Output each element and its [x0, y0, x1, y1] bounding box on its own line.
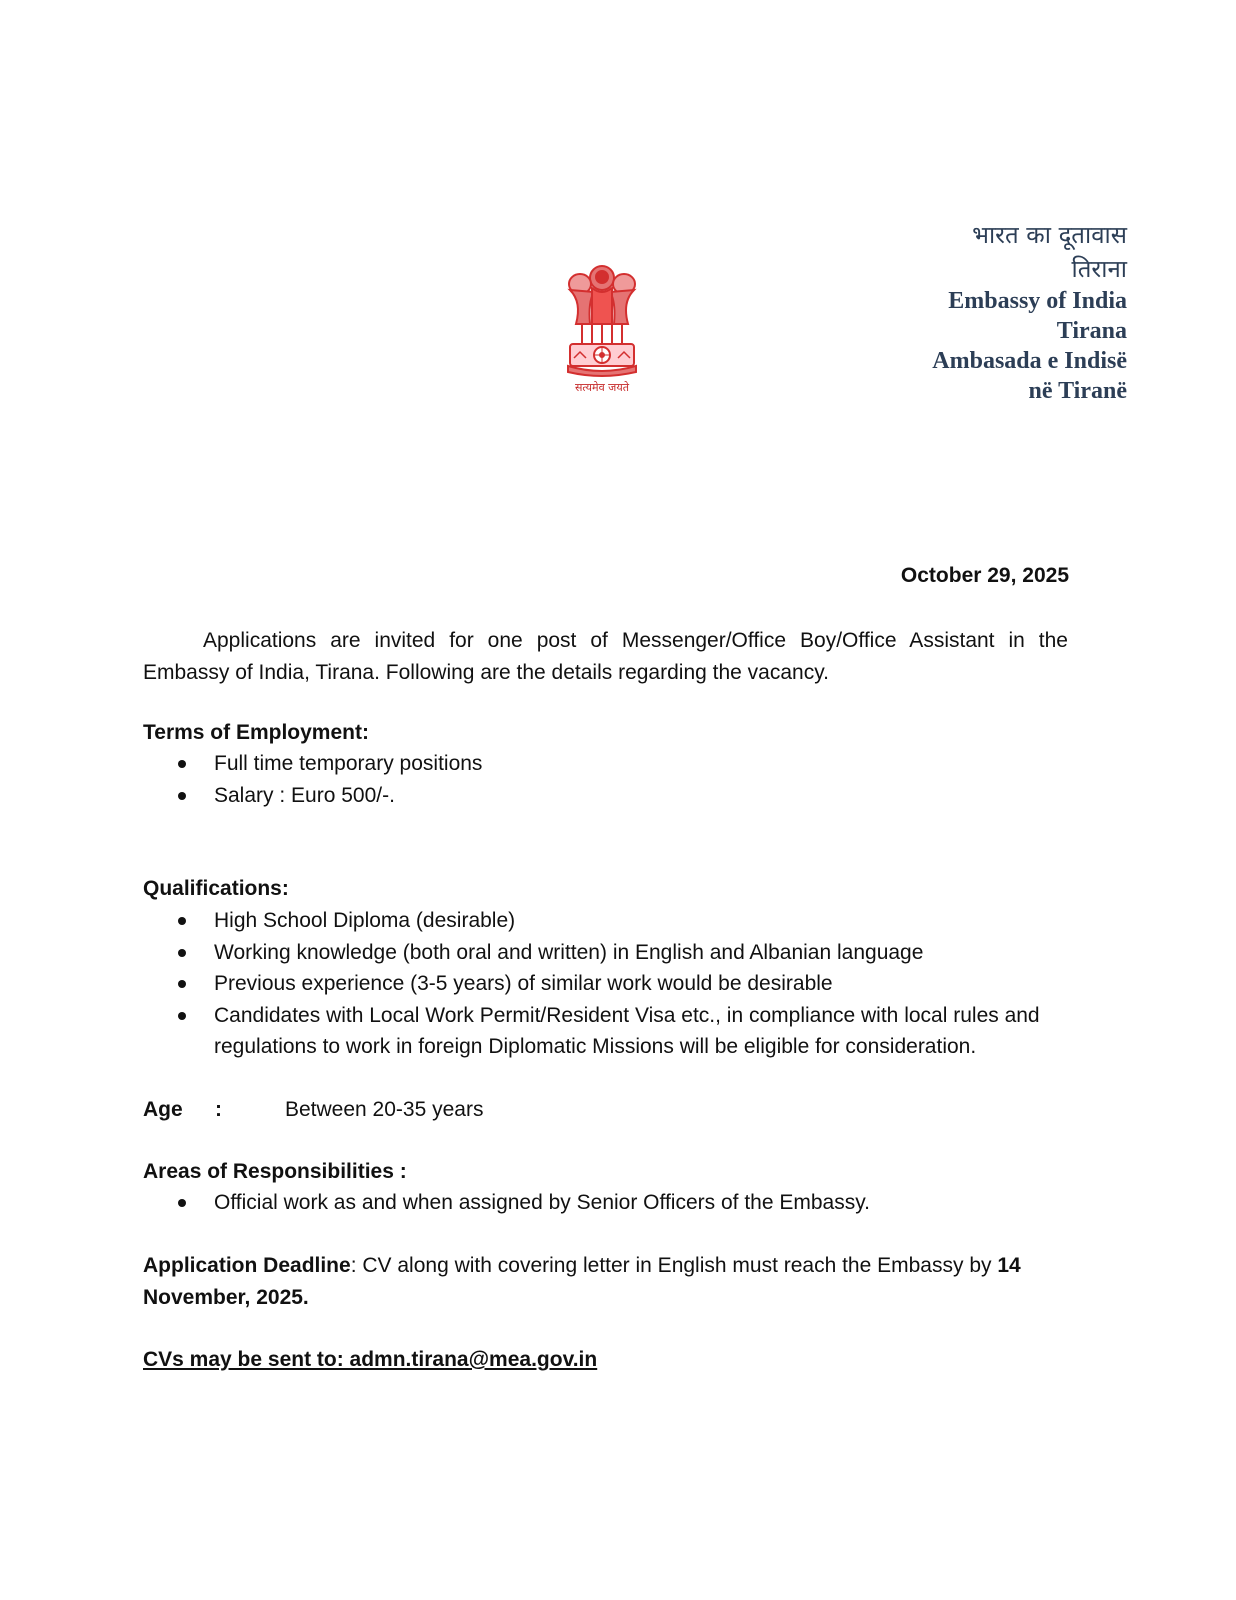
list-item: [143, 748, 1043, 780]
bullet-icon: [178, 1012, 186, 1020]
bullet-icon: [178, 1199, 186, 1207]
bullet-icon: [178, 760, 186, 768]
terms-heading: Terms of Employment:: [143, 721, 369, 744]
list-item-text: Previous experience (3-5 years) of similar work would be desirable: [214, 972, 833, 995]
list-item-text: Salary : Euro 500/-.: [214, 783, 395, 807]
qualifications-list: [143, 905, 1043, 1063]
state-emblem-lion-capital-icon: [562, 262, 642, 380]
cv-email-link[interactable]: CVs may be sent to: admn.tirana@mea.gov.in: [143, 1348, 598, 1371]
emblem-motto: सत्यमेव जयते: [574, 381, 629, 394]
responsibilities-heading: Areas of Responsibilities :: [143, 1160, 407, 1183]
state-emblem: [562, 262, 642, 400]
responsibilities-list: [143, 1187, 1043, 1219]
age-colon: :: [215, 1098, 222, 1121]
age-value: Between 20-35 years: [285, 1098, 484, 1121]
list-item: [143, 905, 1043, 937]
list-item: [143, 968, 1043, 1000]
terms-list: [143, 748, 1043, 811]
list-item: [143, 780, 1043, 812]
letterhead-hindi-line2: तिराना: [1071, 255, 1127, 283]
list-item-text: Working knowledge (both oral and written) in English and Albanian language: [214, 940, 924, 964]
list-item-text: Official work as and when assigned by Senior Officers of the Embassy.: [214, 1191, 870, 1214]
list-item: [143, 1187, 1043, 1219]
letter-date: October 29, 2025: [900, 564, 1069, 587]
letterhead-albanian-line1: Ambasada e Indisë: [932, 348, 1127, 374]
list-item-text: Full time temporary positions: [214, 752, 483, 775]
letterhead-hindi-line1: भारत का दूतावास: [972, 221, 1127, 249]
letterhead-english-line1: Embassy of India: [948, 288, 1127, 314]
letterhead-albanian-line2: në Tiranë: [1028, 378, 1127, 404]
letterhead-english-line2: Tirana: [1056, 318, 1127, 344]
letterhead: [932, 218, 1127, 406]
list-item-text: Candidates with Local Work Permit/Resident Visa etc., in compliance with local rules and regulations to work in foreign Diplomatic Missions will be eligible for consideration.: [214, 1003, 1040, 1058]
deadline-date: 14 November, 2025.: [143, 1254, 1021, 1309]
qualifications-heading: Qualifications:: [143, 877, 289, 900]
deadline-label: Application Deadline: [143, 1254, 351, 1277]
bullet-icon: [178, 949, 186, 957]
age-label: Age: [143, 1098, 183, 1121]
bullet-icon: [178, 792, 186, 800]
list-item-text: High School Diploma (desirable): [214, 909, 516, 932]
bullet-icon: [178, 917, 186, 925]
list-item: [143, 937, 1043, 969]
list-item: [143, 1000, 1043, 1063]
intro-paragraph: Applications are invited for one post of Messenger/Office Boy/Office Assistant in the Embassy of India, Tirana. Following are the details regarding the vacancy.: [143, 629, 1068, 684]
bullet-icon: [178, 980, 186, 988]
application-deadline: [143, 1250, 1068, 1314]
deadline-text: : CV along with covering letter in English must reach the Embassy by: [350, 1254, 998, 1277]
